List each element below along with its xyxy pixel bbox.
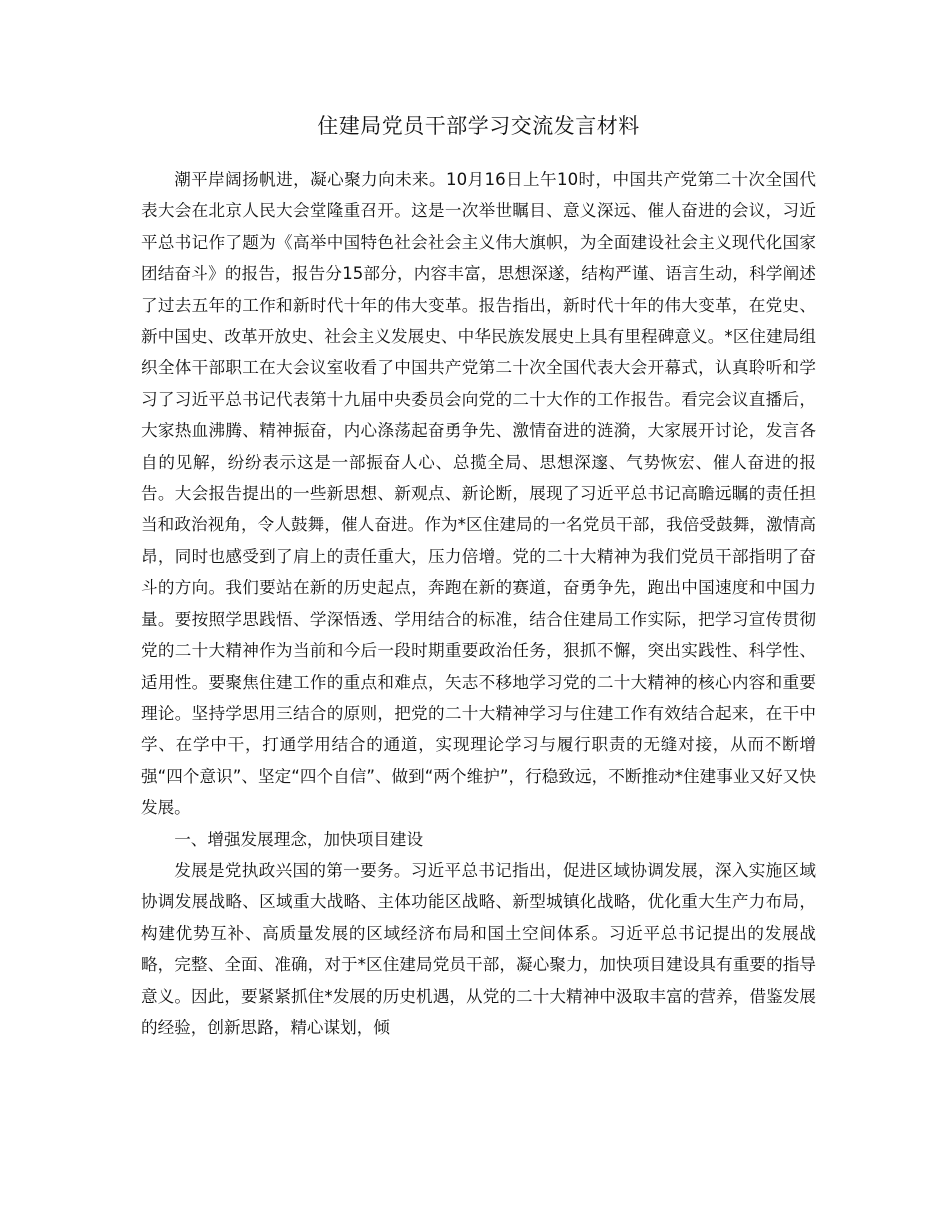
paragraph-intro: 潮平岸阔扬帆进，凝心聚力向未来。10月16日上午10时，中国共产党第二十次全国代表大会在北京人民大会堂隆重召开。这是一次举世瞩目、意义深远、催人奋进的会议，习近平总书记作了题为《高举中国特色社会社会主义伟大旗帜，为全面建设社会主义现代化国家团结奋斗》的报告，报告分15部分，内容丰富，思想深遂，结构严谨、语言生动，科学阐述了过去五年的工作和新时代十年的伟大变革。报告指出，新时代十年的伟大变革，在党史、新中国史、改革开放史、社会主义发展史、中华民族发展史上具有里程碑意义。*区住建局组织全体干部职工在大会议室收看了中国共产党第二十次全国代表大会开幕式，认真聆听和学习了习近平总书记代表第十九届中央委员会向党的二十大作的工作报告。看完会议直播后，大家热血沸腾、精神振奋，内心涤荡起奋勇争先、激情奋进的涟漪，大家展开讨论，发言各自的见解，纷纷表示这是一部振奋人心、总揽全局、思想深邃、气势恢宏、催人奋进的报告。大会报告提出的一些新思想、新观点、新论断，展现了习近平总书记高瞻远瞩的责任担当和政治视角，令人鼓舞，催人奋进。作为*区住建局的一名党员干部，我倍受鼓舞，激情高昂，同时也感受到了肩上的责任重大，压力倍增。党的二十大精神为我们党员干部指明了奋斗的方向。我们要站在新的历史起点，奔跑在新的赛道，奋勇争先，跑出中国速度和中国力量。要按照学思践悟、学深悟透、学用结合的标准，结合住建局工作实际，把学习宣传贯彻党的二十大精神作为当前和今后一段时期重要政治任务，狠抓不懈，突出实践性、科学性、适用性。要聚焦住建工作的重点和难点，矢志不移地学习党的二十大精神的核心内容和重要理论。坚持学思用三结合的原则，把党的二十大精神学习与住建工作有效结合起来，在干中学、在学中干，打通学用结合的通道，实现理论学习与履行职责的无缝对接，从而不断增强“四个意识”、坚定“四个自信”、做到“两个维护”，行稳致远，不断推动*住建事业又好又快发展。 [141, 170, 816, 818]
paragraph-development: 发展是党执政兴国的第一要务。习近平总书记指出，促进区域协调发展，深入实施区域协调发展战略、区域重大战略、主体功能区战略、新型城镇化战略，优化重大生产力布局，构建优势互补、高质量发展的区域经济布局和国土空间体系。习近平总书记提出的发展战略，完整、全面、准确，对于*区住建局党员干部，凝心聚力，加快项目建设具有重要的指导意义。因此，要紧紧抓住*发展的历史机遇，从党的二十大精神中汲取丰富的营养，借鉴发展的经验，创新思路，精心谋划，倾 [141, 860, 816, 1037]
document-body [141, 108, 816, 1043]
section-heading-1: 一、增强发展理念，加快项目建设 [174, 829, 424, 849]
document-title: 住建局党员干部学习交流发言材料 [317, 114, 640, 138]
